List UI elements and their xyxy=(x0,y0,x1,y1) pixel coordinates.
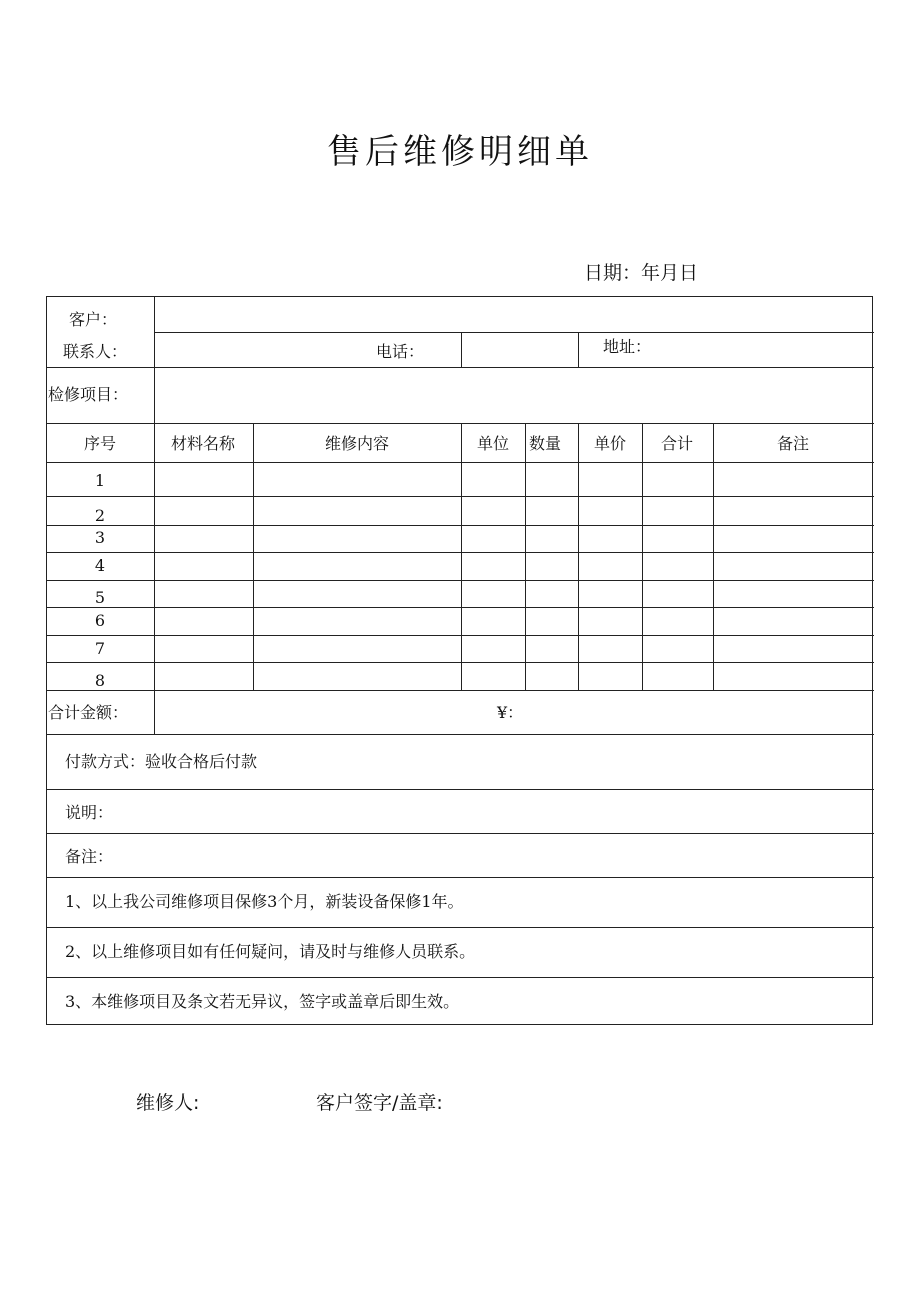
note-label: 说明： xyxy=(65,803,114,822)
repairer-signature-label: 维修人: xyxy=(136,1092,200,1114)
row-index: 2 xyxy=(94,506,106,525)
payment-method: 付款方式：验收合格后付款 xyxy=(65,752,258,771)
address-label: 地址： xyxy=(603,337,652,356)
row-index: 6 xyxy=(94,611,106,630)
row-index: 4 xyxy=(94,556,106,575)
header-index: 序号 xyxy=(83,434,117,453)
header-quantity: 数量 xyxy=(528,434,562,453)
header-remarks: 备注 xyxy=(776,434,810,453)
page-title: 售后维修明细单 xyxy=(327,132,593,172)
customer-label: 客户： xyxy=(69,310,118,329)
date-field: 日期：年月日 xyxy=(584,262,699,284)
contact-label: 联系人： xyxy=(63,342,128,361)
customer-signature-label: 客户签字/盖章: xyxy=(316,1092,443,1114)
row-index: 7 xyxy=(94,639,106,658)
repair-form-table xyxy=(46,296,873,1025)
header-material: 材料名称 xyxy=(170,434,236,453)
row-index: 8 xyxy=(94,671,106,690)
row-index: 1 xyxy=(94,471,106,490)
header-unit-price: 单价 xyxy=(593,434,627,453)
header-unit: 单位 xyxy=(476,434,510,453)
phone-label: 电话： xyxy=(376,342,425,361)
term-item: 3、本维修项目及条文若无异议，签字或盖章后即生效。 xyxy=(65,992,460,1011)
row-index: 3 xyxy=(94,528,106,547)
total-value: ¥： xyxy=(497,703,524,722)
header-subtotal: 合计 xyxy=(660,434,694,453)
term-item: 1、以上我公司维修项目保修3个月，新装设备保修1年。 xyxy=(65,892,464,911)
term-item: 2、以上维修项目如有任何疑问，请及时与维修人员联系。 xyxy=(65,942,476,961)
remarks-label: 备注： xyxy=(65,847,114,866)
project-label: 检修项目： xyxy=(48,385,129,404)
header-content: 维修内容 xyxy=(324,434,390,453)
total-label: 合计金额： xyxy=(48,703,129,722)
row-index: 5 xyxy=(94,588,106,607)
